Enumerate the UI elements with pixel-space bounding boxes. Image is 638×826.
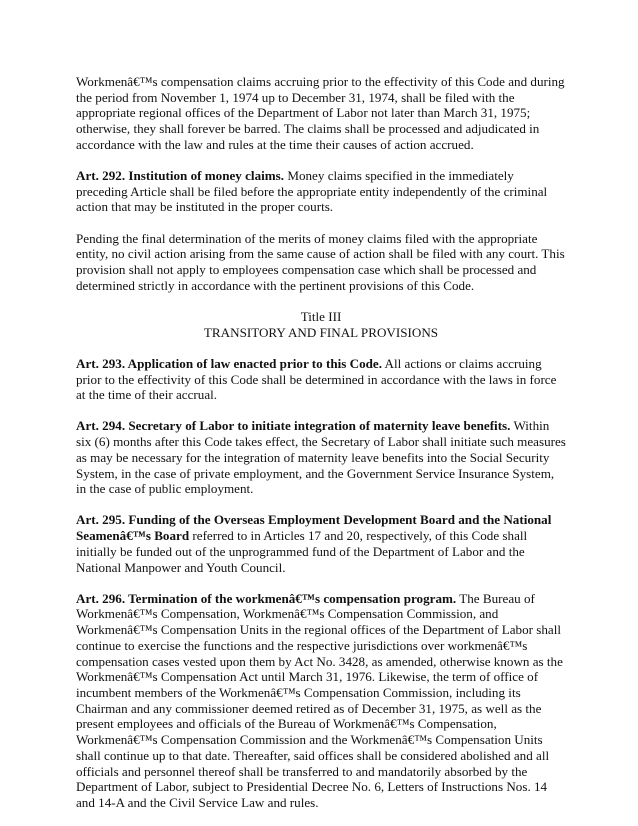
title-number: Title III (300, 308, 342, 324)
article-296 (76, 591, 566, 811)
article-292 (76, 168, 566, 215)
article-294 (76, 418, 566, 497)
article-heading: Art. 296. Termination of the workmenâ€™s compensation program. (76, 590, 457, 606)
paragraph-text: Workmenâ€™s compensation claims accruing prior to the effectivity of this Code and during the period from November 1, 1974 up to December 31, 1974, shall be filed with the appropriate regional offices of the Department of Labor not later than March 31, 1975; otherwise, they shall forever be barred. The claims shall be processed and adjudicated in accordance with the law and rules at the time their causes of action accrued. (76, 74, 565, 152)
article-heading: Art. 292. Institution of money claims. (76, 168, 285, 184)
document-page (76, 74, 566, 826)
paragraph-pending-determination (76, 231, 566, 294)
article-body: Within six (6) months after this Code takes effect, the Secretary of Labor shall initiate such measures as may be necessary for the integration of maternity leave benefits into the Social Security System, in the case of private employment, and the Government Service Insurance System, in the case of public employment. (76, 418, 566, 497)
article-heading: Art. 294. Secretary of Labor to initiate integration of maternity leave benefits. (76, 418, 511, 434)
article-295 (76, 512, 566, 575)
article-body: Money claims specified in the immediately preceding Article shall be filed before the appropriate entity independently of the criminal action that may be instituted in the proper courts. (76, 168, 548, 215)
title-heading (76, 309, 566, 340)
article-heading: Art. 293. Application of law enacted prior to this Code. (76, 355, 382, 371)
article-body: All actions or claims accruing prior to the effectivity of this Code shall be determined in accordance with the laws in force at the time of their accrual. (76, 355, 557, 403)
title-name: TRANSITORY AND FINAL PROVISIONS (203, 324, 439, 340)
article-293 (76, 356, 566, 403)
article-body: The Bureau of Workmenâ€™s Compensation, Workmenâ€™s Compensation Commission, and Workmenâ€™s Compensation Units in the regional offices of the Department of Labor shall continue to exercise the functions and the respective jurisdictions over workmenâ€™s compensation cases vested upon them by Act No. 3428, as amended, otherwise known as the Workmenâ€™s Compensation Act until March 31, 1976. Likewise, the term of office of incumbent members of the Workmenâ€™s Compensation Commission, including its Chairman and any commissioner deemed retired as of December 31, 1975, as well as the present employees and officials of the Bureau of Workmenâ€™s Compensation, Workmenâ€™s Compensation Commission and the Workmenâ€™s Compensation Units shall continue up to that date. Thereafter, said offices shall be considered abolished and all officials and personnel thereof shall be transferred to and mandatorily absorbed by the Department of Labor, subject to Presidential Decree No. 6, Letters of Instructions Nos. 14 and 14-A and the Civil Service Law and rules. (76, 590, 563, 810)
article-body: referred to in Articles 17 and 20, respectively, of this Code shall initially be funded out of the unprogrammed fund of the Department of Labor and the National Manpower and Youth Council. (76, 528, 528, 575)
paragraph-claims-prior (76, 74, 566, 153)
article-heading: Art. 295. Funding of the Overseas Employment Development Board and the National Seamenâ€™s Board (76, 512, 552, 544)
paragraph-text: Pending the final determination of the merits of money claims filed with the appropriate entity, no civil action arising from the same cause of action shall be filed with any court. This provision shall not apply to employees compensation case which shall be processed and determined strictly in accordance with the pertinent provisions of this Code. (76, 230, 565, 293)
